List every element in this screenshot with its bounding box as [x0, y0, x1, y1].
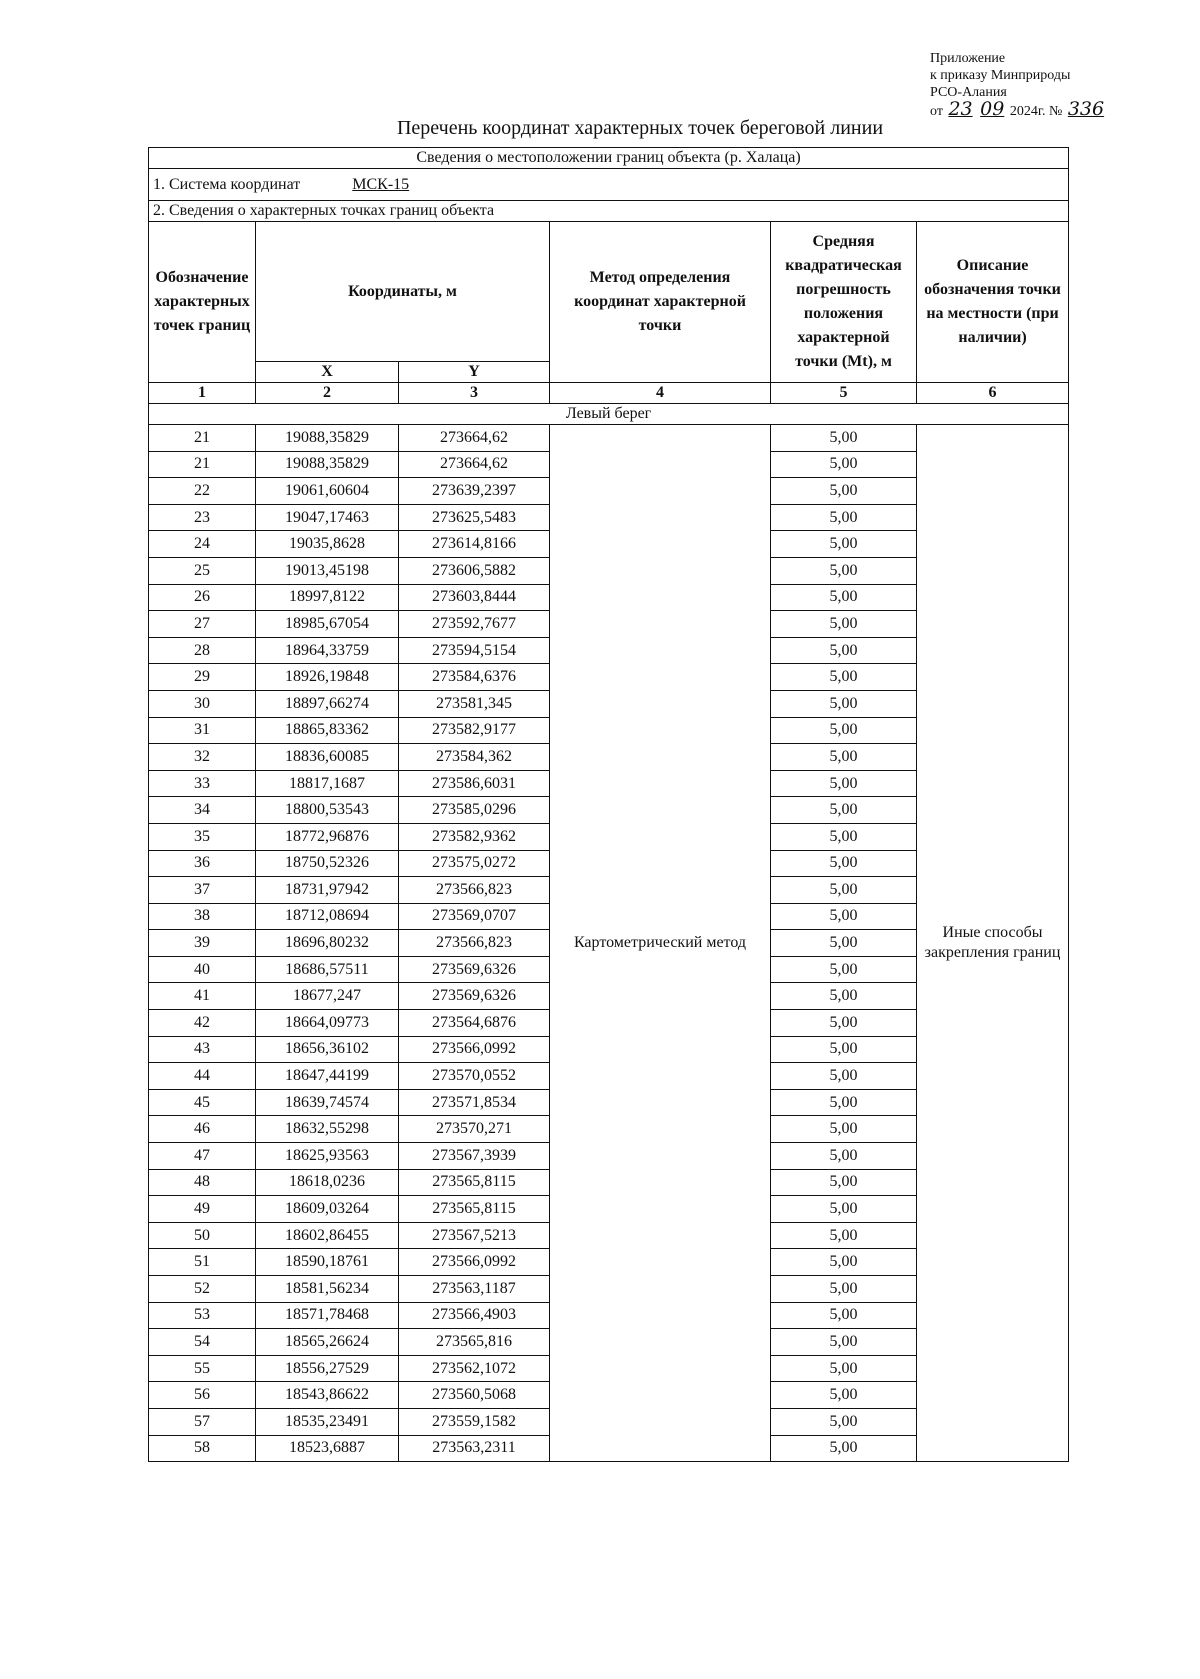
mt-value: 5,00: [771, 1222, 917, 1249]
annex-number: 336: [1067, 98, 1105, 120]
bank-label: Левый берег: [149, 404, 1069, 425]
coord-y: 273562,1072: [399, 1355, 550, 1382]
section-header: Сведения о местоположении границ объекта (р. Халаца): [149, 148, 1069, 169]
point-number: 23: [149, 504, 256, 531]
coord-y: 273569,0707: [399, 903, 550, 930]
mt-value: 5,00: [771, 478, 917, 505]
description-cell: Иные способы закрепления границ: [917, 425, 1069, 1462]
coord-x: 18656,36102: [256, 1036, 399, 1063]
coord-x: 18985,67054: [256, 611, 399, 638]
coord-y: 273664,62: [399, 425, 550, 452]
annex-line-2: к приказу Минприроды: [930, 68, 1071, 83]
point-number: 41: [149, 983, 256, 1010]
mt-value: 5,00: [771, 1169, 917, 1196]
point-number: 42: [149, 1010, 256, 1037]
coord-y: 273639,2397: [399, 478, 550, 505]
mt-value: 5,00: [771, 1435, 917, 1462]
coord-x: 18609,03264: [256, 1196, 399, 1223]
coord-y: 273567,5213: [399, 1222, 550, 1249]
coord-system-label: 1. Система координат: [153, 175, 301, 193]
mt-value: 5,00: [771, 877, 917, 904]
coord-y: 273565,8115: [399, 1196, 550, 1223]
col-number-5: 5: [771, 383, 917, 404]
coord-y: 273584,6376: [399, 664, 550, 691]
coord-y: 273569,6326: [399, 983, 550, 1010]
coord-x: 18964,33759: [256, 637, 399, 664]
point-number: 26: [149, 584, 256, 611]
mt-value: 5,00: [771, 1382, 917, 1409]
col-header-coordinates: Координаты, м: [256, 222, 550, 362]
coord-y: 273584,362: [399, 744, 550, 771]
coord-y: 273570,271: [399, 1116, 550, 1143]
point-number: 32: [149, 744, 256, 771]
annex-year: 2024г. №: [1009, 104, 1063, 119]
annex-line-3: РСО-Алания: [930, 85, 1007, 100]
mt-value: 5,00: [771, 1089, 917, 1116]
annex-date-prefix: от: [930, 104, 943, 119]
mt-value: 5,00: [771, 823, 917, 850]
point-number: 22: [149, 478, 256, 505]
col-number-3: 3: [399, 383, 550, 404]
mt-value: 5,00: [771, 1408, 917, 1435]
point-number: 45: [149, 1089, 256, 1116]
mt-value: 5,00: [771, 504, 917, 531]
coord-x: 18997,8122: [256, 584, 399, 611]
mt-value: 5,00: [771, 584, 917, 611]
coord-y: 273566,0992: [399, 1249, 550, 1276]
point-number: 33: [149, 770, 256, 797]
coord-y: 273594,5154: [399, 637, 550, 664]
point-number: 56: [149, 1382, 256, 1409]
point-number: 39: [149, 930, 256, 957]
coord-x: 18535,23491: [256, 1408, 399, 1435]
coord-y: 273566,823: [399, 930, 550, 957]
coord-y: 273566,4903: [399, 1302, 550, 1329]
coord-y: 273586,6031: [399, 770, 550, 797]
point-number: 27: [149, 611, 256, 638]
coord-x: 18571,78468: [256, 1302, 399, 1329]
method-cell: Картометрический метод: [550, 425, 771, 1462]
point-number: 31: [149, 717, 256, 744]
mt-value: 5,00: [771, 425, 917, 452]
coord-x: 18618,0236: [256, 1169, 399, 1196]
coord-y: 273575,0272: [399, 850, 550, 877]
coord-y: 273582,9362: [399, 823, 550, 850]
coord-y: 273592,7677: [399, 611, 550, 638]
mt-value: 5,00: [771, 1063, 917, 1090]
mt-value: 5,00: [771, 930, 917, 957]
mt-value: 5,00: [771, 1355, 917, 1382]
coord-system-value: МСК-15: [352, 175, 410, 193]
mt-value: 5,00: [771, 1329, 917, 1356]
coord-x: 18664,09773: [256, 1010, 399, 1037]
col-number-1: 1: [149, 383, 256, 404]
coord-x: 18602,86455: [256, 1222, 399, 1249]
col-number-6: 6: [917, 383, 1069, 404]
mt-value: 5,00: [771, 1196, 917, 1223]
coord-x: 18632,55298: [256, 1116, 399, 1143]
coord-y: 273571,8534: [399, 1089, 550, 1116]
mt-value: 5,00: [771, 903, 917, 930]
col-header-x: X: [256, 362, 399, 383]
point-number: 48: [149, 1169, 256, 1196]
point-number: 25: [149, 557, 256, 584]
point-number: 38: [149, 903, 256, 930]
coord-x: 18565,26624: [256, 1329, 399, 1356]
mt-value: 5,00: [771, 717, 917, 744]
coord-y: 273569,6326: [399, 956, 550, 983]
col-header-point: Обозначение характерных точек границ: [149, 222, 256, 383]
mt-value: 5,00: [771, 1143, 917, 1170]
coord-x: 18523,6887: [256, 1435, 399, 1462]
point-number: 58: [149, 1435, 256, 1462]
point-number: 37: [149, 877, 256, 904]
point-number: 57: [149, 1408, 256, 1435]
coord-y: 273585,0296: [399, 797, 550, 824]
mt-value: 5,00: [771, 637, 917, 664]
coord-x: 18543,86622: [256, 1382, 399, 1409]
coord-x: 18926,19848: [256, 664, 399, 691]
coord-y: 273614,8166: [399, 531, 550, 558]
coord-x: 18581,56234: [256, 1276, 399, 1303]
point-number: 43: [149, 1036, 256, 1063]
coord-y: 273563,1187: [399, 1276, 550, 1303]
mt-value: 5,00: [771, 690, 917, 717]
document-title: Перечень координат характерных точек береговой линии: [396, 117, 884, 139]
annex-month: 09: [980, 98, 1005, 120]
col-number-4: 4: [550, 383, 771, 404]
coord-y: 273565,8115: [399, 1169, 550, 1196]
coord-y: 273625,5483: [399, 504, 550, 531]
coord-x: 18590,18761: [256, 1249, 399, 1276]
coord-x: 18731,97942: [256, 877, 399, 904]
mt-value: 5,00: [771, 744, 917, 771]
coord-y: 273664,62: [399, 451, 550, 478]
coord-y: 273560,5068: [399, 1382, 550, 1409]
coord-x: 19047,17463: [256, 504, 399, 531]
coord-x: 18647,44199: [256, 1063, 399, 1090]
coord-x: 18556,27529: [256, 1355, 399, 1382]
coord-x: 18800,53543: [256, 797, 399, 824]
coord-x: 18686,57511: [256, 956, 399, 983]
point-number: 49: [149, 1196, 256, 1223]
coord-x: 18625,93563: [256, 1143, 399, 1170]
coord-x: 18639,74574: [256, 1089, 399, 1116]
coord-x: 18817,1687: [256, 770, 399, 797]
coord-x: 18712,08694: [256, 903, 399, 930]
annex-line-1: Приложение: [930, 51, 1006, 66]
col-header-method: Метод определения координат характерной точки: [550, 222, 771, 383]
coord-x: 19035,8628: [256, 531, 399, 558]
mt-value: 5,00: [771, 611, 917, 638]
point-number: 34: [149, 797, 256, 824]
annex-day: 23: [948, 98, 973, 120]
coord-y: 273563,2311: [399, 1435, 550, 1462]
point-number: 40: [149, 956, 256, 983]
mt-value: 5,00: [771, 1249, 917, 1276]
coord-y: 273567,3939: [399, 1143, 550, 1170]
point-number: 44: [149, 1063, 256, 1090]
coord-x: 18897,66274: [256, 690, 399, 717]
mt-value: 5,00: [771, 664, 917, 691]
coord-x: 19061,60604: [256, 478, 399, 505]
mt-value: 5,00: [771, 1116, 917, 1143]
point-number: 53: [149, 1302, 256, 1329]
point-number: 50: [149, 1222, 256, 1249]
coord-x: 18836,60085: [256, 744, 399, 771]
col-header-description: Описание обозначения точки на местности (при наличии): [917, 222, 1069, 383]
point-number: 52: [149, 1276, 256, 1303]
point-number: 24: [149, 531, 256, 558]
point-number: 30: [149, 690, 256, 717]
mt-value: 5,00: [771, 956, 917, 983]
coord-y: 273606,5882: [399, 557, 550, 584]
coord-y: 273566,823: [399, 877, 550, 904]
coord-x: 18772,96876: [256, 823, 399, 850]
col-number-2: 2: [256, 383, 399, 404]
coord-x: 18865,83362: [256, 717, 399, 744]
coord-y: 273564,6876: [399, 1010, 550, 1037]
mt-value: 5,00: [771, 1010, 917, 1037]
mt-value: 5,00: [771, 1302, 917, 1329]
mt-value: 5,00: [771, 1276, 917, 1303]
point-number: 21: [149, 425, 256, 452]
mt-value: 5,00: [771, 797, 917, 824]
coord-x: 18750,52326: [256, 850, 399, 877]
coord-y: 273565,816: [399, 1329, 550, 1356]
point-number: 35: [149, 823, 256, 850]
table-row: [149, 425, 1069, 452]
coord-y: 273581,345: [399, 690, 550, 717]
point-number: 46: [149, 1116, 256, 1143]
point-number: 51: [149, 1249, 256, 1276]
coord-y: 273603,8444: [399, 584, 550, 611]
point-number: 54: [149, 1329, 256, 1356]
coord-system-row: [149, 169, 1069, 201]
coord-x: 19088,35829: [256, 425, 399, 452]
coord-x: 19013,45198: [256, 557, 399, 584]
mt-value: 5,00: [771, 531, 917, 558]
point-number: 47: [149, 1143, 256, 1170]
mt-value: 5,00: [771, 983, 917, 1010]
coord-x: 18696,80232: [256, 930, 399, 957]
col-header-mt: Средняя квадратическая погрешность положения характерной точки (Mt), м: [771, 222, 917, 383]
coordinates-table: [148, 147, 1069, 1462]
point-number: 55: [149, 1355, 256, 1382]
point-number: 28: [149, 637, 256, 664]
point-number: 21: [149, 451, 256, 478]
mt-value: 5,00: [771, 850, 917, 877]
mt-value: 5,00: [771, 451, 917, 478]
points-header: 2. Сведения о характерных точках границ объекта: [149, 201, 1069, 222]
point-number: 29: [149, 664, 256, 691]
col-header-y: Y: [399, 362, 550, 383]
coord-y: 273566,0992: [399, 1036, 550, 1063]
mt-value: 5,00: [771, 557, 917, 584]
point-number: 36: [149, 850, 256, 877]
mt-value: 5,00: [771, 1036, 917, 1063]
coord-x: 19088,35829: [256, 451, 399, 478]
mt-value: 5,00: [771, 770, 917, 797]
coord-x: 18677,247: [256, 983, 399, 1010]
coord-y: 273582,9177: [399, 717, 550, 744]
annex-block: [930, 50, 1190, 120]
coord-y: 273559,1582: [399, 1408, 550, 1435]
coord-y: 273570,0552: [399, 1063, 550, 1090]
